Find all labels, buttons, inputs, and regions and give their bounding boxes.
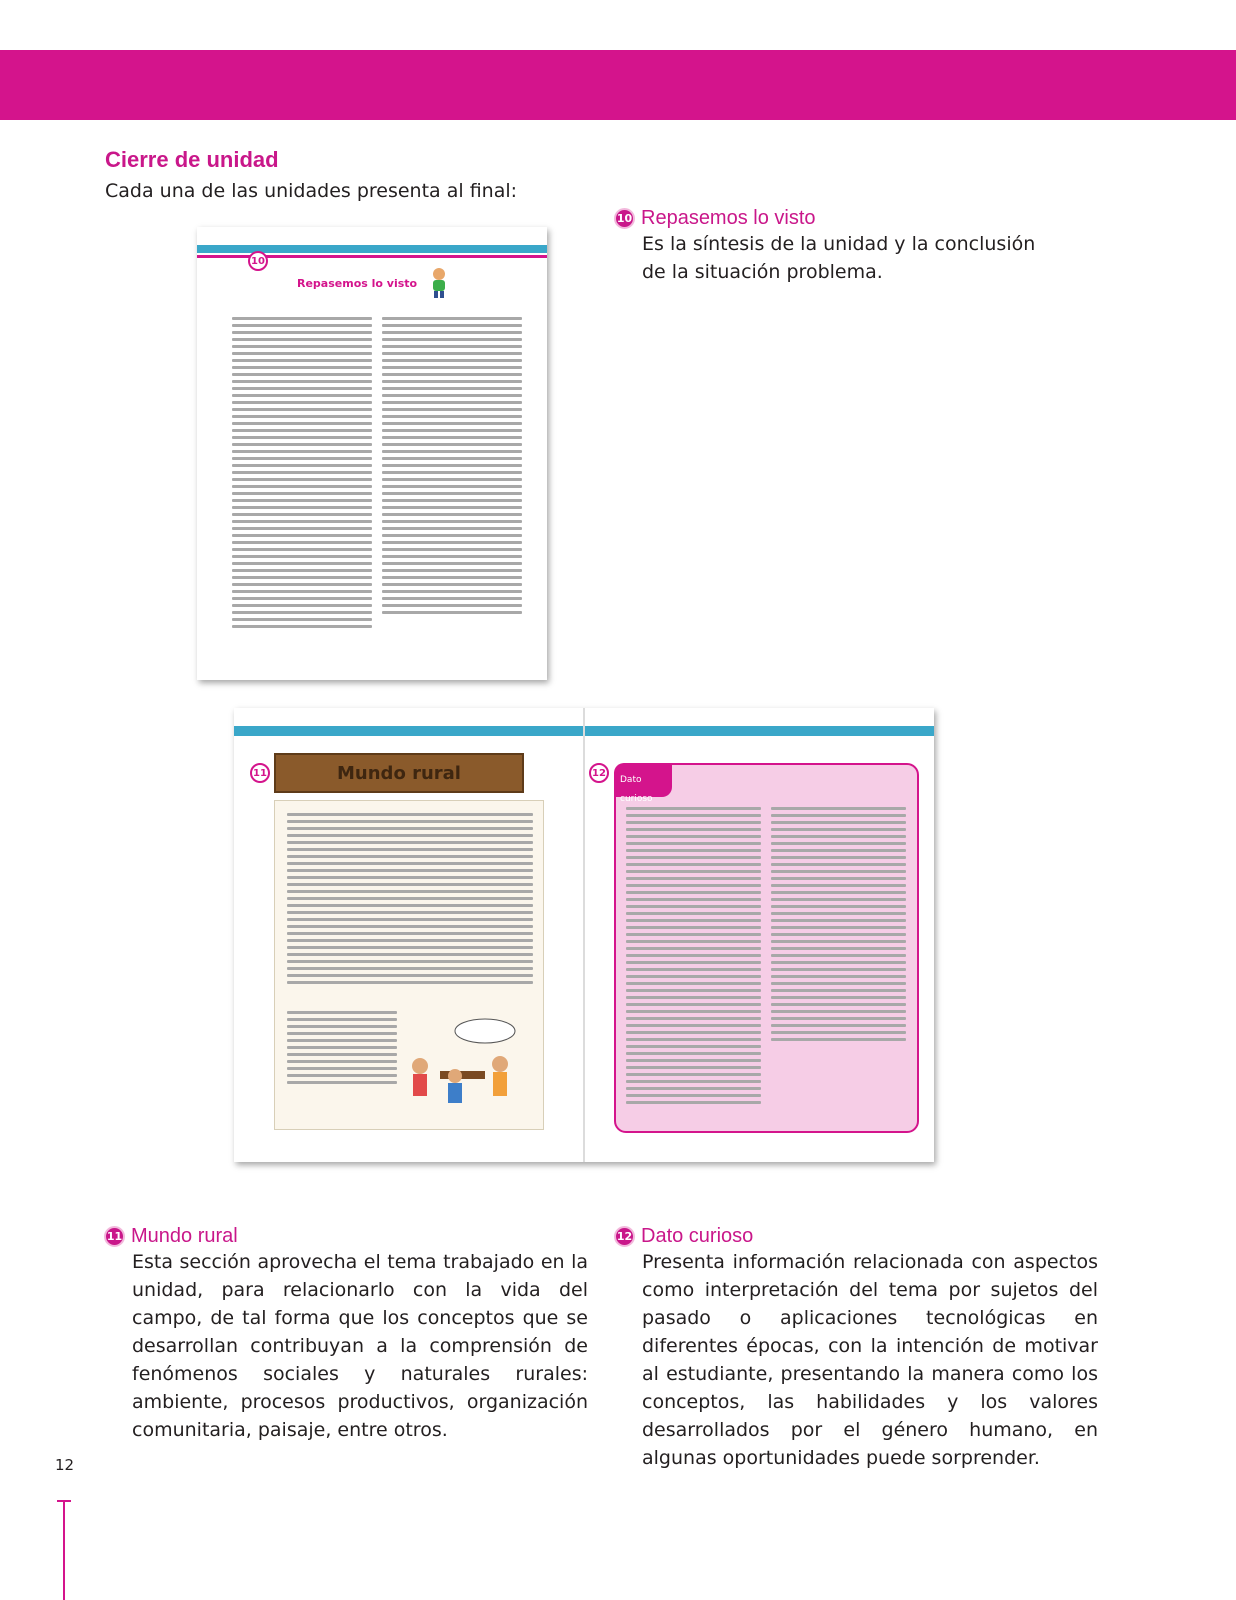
spread-gutter — [583, 708, 585, 1162]
item-title: Dato curioso — [641, 1225, 754, 1247]
people-illustration — [400, 1016, 530, 1120]
number-badge-icon: 10 — [614, 208, 635, 229]
thumb-badge: 11 — [250, 763, 270, 783]
item-repasemos-lo-visto — [614, 207, 1054, 286]
thumb-header-band — [197, 245, 547, 253]
page-number: 12 — [55, 1456, 75, 1474]
thumb-title-box — [614, 763, 672, 804]
character-icon — [429, 267, 449, 303]
thumb-text-column-left — [232, 317, 372, 632]
number-badge-icon: 11 — [104, 1226, 125, 1247]
thumb-badge: 10 — [248, 251, 268, 271]
thumb-title: Dato curioso — [620, 775, 653, 804]
item-body: Esta sección aprovecha el tema trabajado en la unidad, para relacionarlo con la vida del campo, de tal forma que los conceptos que se desarrollan contribuyan a la comprensión de fenómenos sociales y naturales rurales: ambiente, procesos productivos, organización comunitaria, paisaje, entre otros. — [132, 1251, 588, 1441]
pink-panel — [614, 763, 919, 1133]
section-title: Cierre de unidad — [105, 147, 279, 172]
thumb-text-column-right — [771, 807, 906, 1045]
item-title: Mundo rural — [131, 1225, 238, 1247]
thumb-badge: 12 — [589, 763, 609, 783]
thumb-text-block — [287, 813, 533, 988]
thumbnail-spread-mundo-rural-dato-curioso — [234, 708, 934, 1162]
bottom-rule — [63, 1500, 65, 1600]
number-badge-icon: 12 — [614, 1226, 635, 1247]
thumbnail-repasemos-lo-visto — [197, 227, 547, 680]
item-dato-curioso — [614, 1225, 1098, 1472]
item-mundo-rural — [104, 1225, 588, 1444]
top-magenta-band — [0, 50, 1236, 120]
thumb-title: Mundo rural — [337, 762, 461, 784]
thumb-title: Repasemos lo visto — [297, 277, 418, 290]
item-body: Es la síntesis de la unidad y la conclusión de la situación problema. — [642, 233, 1036, 283]
thumb-text-column-right — [382, 317, 522, 618]
wood-sign — [274, 753, 524, 793]
item-body: Presenta información relacionada con aspectos como interpretación del tema por sujetos del pasado o aplicaciones tecnológicas en diferentes épocas, con la intención de motivar al estudiante, presentando la manera como los conceptos, las habilidades y los valores desarrollados por el género humano, en algunas oportunidades puede sorprender. — [642, 1251, 1098, 1469]
thumb-text-block-short — [287, 1011, 397, 1088]
intro-text: Cada una de las unidades presenta al final: — [105, 180, 518, 202]
paper-panel — [274, 800, 544, 1130]
thumb-text-column-left — [626, 807, 761, 1108]
item-title: Repasemos lo visto — [641, 207, 816, 229]
